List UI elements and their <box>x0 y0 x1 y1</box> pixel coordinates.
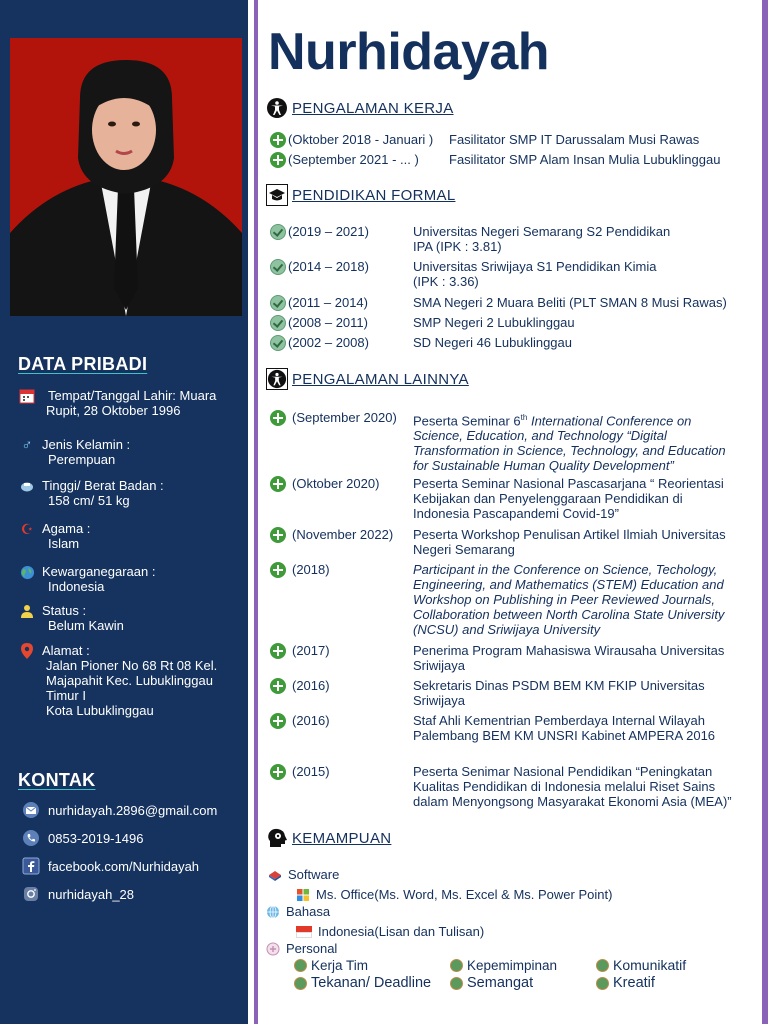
soft-skill <box>450 958 557 973</box>
education-desc-line: IPA (IPK : 3.81) <box>413 239 502 254</box>
other-desc-line: Staf Ahli Kementrian Pemberdaya Internal Wilayah <box>413 713 705 728</box>
check-bullet-icon <box>270 295 286 311</box>
other-desc <box>413 764 732 809</box>
soft-skill-text: Kerja Tim <box>311 958 369 973</box>
windows-logo-icon <box>296 888 310 902</box>
skill-dot-icon <box>294 959 307 972</box>
work-desc: Fasilitator SMP Alam Insan Mulia Lubuklinggau <box>449 152 721 167</box>
globe-icon <box>18 564 36 580</box>
phone-text[interactable]: 0853-2019-1496 <box>48 830 144 846</box>
other-date: (Oktober 2020) <box>292 476 380 491</box>
body-info <box>18 478 240 508</box>
email-text[interactable]: nurhidayah.2896@gmail.com <box>48 802 218 818</box>
education-desc: SMP Negeri 2 Lubuklinggau <box>413 315 575 330</box>
education-desc: SMA Negeri 2 Muara Beliti (PLT SMAN 8 Musi Rawas) <box>413 295 727 310</box>
accessibility-icon <box>266 97 288 119</box>
religion-label: Agama : <box>42 521 91 536</box>
education-date: (2011 – 2014) <box>288 295 368 310</box>
profile-photo <box>10 38 242 316</box>
other-desc <box>413 410 726 473</box>
personal-label: Personal <box>286 941 338 956</box>
other-desc-line: Kebijakan dan Penyelenggaraan Pendidikan di <box>413 491 683 506</box>
plus-bullet-icon <box>270 132 286 148</box>
instagram-contact[interactable] <box>22 885 134 903</box>
female-symbol-icon: ♂ <box>21 436 33 454</box>
education-date: (2008 – 2011) <box>288 315 368 330</box>
plus-bullet-icon <box>270 764 286 780</box>
other-desc-line: dalam Menyongsong Masyarakat Ekonomi Asia (MEA)” <box>413 794 732 809</box>
right-accent-line <box>762 0 768 1024</box>
software-value-text: Ms. Office(Ms. Word, Ms. Excel & Ms. Power Point) <box>316 887 613 902</box>
other-desc <box>413 476 724 521</box>
plus-bullet-icon <box>270 527 286 543</box>
crescent-icon: ☪ <box>20 520 34 537</box>
other-desc <box>413 713 715 743</box>
other-desc <box>413 678 705 708</box>
education-desc: SD Negeri 46 Lubuklinggau <box>413 335 572 350</box>
software-label: Software <box>288 867 340 882</box>
other-desc-line: Palembang BEM KM UNSRI Kabinet AMPERA 2016 <box>413 728 716 743</box>
other-date: (2018) <box>292 562 330 577</box>
address-label: Alamat : <box>42 643 90 658</box>
soft-skill <box>294 975 431 991</box>
other-desc-line: Workshop on Publishing in Peer Reviewed Journals, <box>413 592 716 607</box>
soft-skill-text: Semangat <box>467 975 534 991</box>
status-label: Status : <box>42 603 87 618</box>
other-desc <box>413 527 726 557</box>
language-value-text: Indonesia(Lisan dan Tulisan) <box>318 924 485 939</box>
other-desc-line: Peserta Workshop Penulisan Artikel Ilmiah Universitas <box>413 527 726 542</box>
religion-info <box>18 521 240 551</box>
plus-bullet-icon <box>270 410 286 426</box>
other-desc-line: Penerima Program Mahasiswa Wirausaha Universitas <box>413 643 725 658</box>
soft-skill <box>596 975 655 991</box>
phone-contact[interactable] <box>22 829 143 847</box>
facebook-icon <box>22 857 40 875</box>
body-value: 158 cm/ 51 kg <box>48 493 130 508</box>
other-date: (2016) <box>292 678 330 693</box>
work-date: (September 2021 - ... ) <box>288 152 419 167</box>
other-desc-line: Peserta Senimar Nasional Pendidikan “Peningkatan <box>413 764 713 779</box>
plus-bullet-icon <box>270 713 286 729</box>
gender-info <box>18 437 240 467</box>
other-desc-line: Engineering, and Mathematics (STEM) Education and <box>413 577 724 592</box>
skill-dot-icon <box>294 977 307 990</box>
soft-skill <box>450 975 533 991</box>
portrait-illustration <box>10 38 242 316</box>
other-desc <box>413 562 724 637</box>
sidebar <box>0 0 248 1024</box>
soft-skill-text: Kepemimpinan <box>467 958 558 973</box>
seminar-line: Transformation in Science, Technology, and Education <box>413 443 726 459</box>
skills-section-heading <box>266 826 391 850</box>
other-section-heading <box>266 367 469 391</box>
indonesia-flag-icon <box>296 926 312 938</box>
software-value <box>296 887 612 902</box>
skills-section-title: KEMAMPUAN <box>292 829 392 847</box>
person-icon <box>18 603 36 619</box>
seminar-ordinal: th <box>520 413 528 422</box>
education-section-title: PENDIDIKAN FORMAL <box>292 186 456 204</box>
other-date: (November 2022) <box>292 527 394 542</box>
other-desc-line: Sriwijaya <box>413 658 466 673</box>
other-date: (2015) <box>292 764 330 779</box>
other-desc-line: Sriwijaya <box>413 693 466 708</box>
check-bullet-icon <box>270 335 286 351</box>
language-value <box>296 924 484 939</box>
check-bullet-icon <box>270 259 286 275</box>
education-desc <box>413 224 670 254</box>
religion-value: Islam <box>48 536 80 551</box>
other-desc-line: Participant in the Conference on Science, Techology, <box>413 562 718 577</box>
software-skill <box>268 867 339 882</box>
plus-bullet-icon <box>270 643 286 659</box>
other-desc-line: Negeri Semarang <box>413 542 515 557</box>
scale-icon <box>18 478 36 494</box>
globe-icon <box>266 905 280 919</box>
plus-bullet-icon <box>270 152 286 168</box>
software-icon <box>268 868 282 882</box>
body-label: Tinggi/ Berat Badan : <box>42 478 164 493</box>
other-desc-line: Indonesia Pascapandemi Covid-19” <box>413 506 619 521</box>
education-date: (2014 – 2018) <box>288 259 369 274</box>
kontak-heading: KONTAK <box>18 770 96 790</box>
gender-label: Jenis Kelamin : <box>42 437 131 452</box>
calendar-icon <box>18 388 36 404</box>
facebook-contact[interactable] <box>22 857 199 875</box>
email-contact[interactable] <box>22 801 217 819</box>
check-bullet-icon <box>270 315 286 331</box>
soft-skill <box>294 958 368 973</box>
seminar-title-start: Peserta Seminar 6 <box>413 413 521 429</box>
birth-info <box>18 388 240 418</box>
other-date: (September 2020) <box>292 410 397 425</box>
email-icon <box>22 801 40 819</box>
soft-skill-text: Kreatif <box>613 975 655 991</box>
skill-dot-icon <box>450 959 463 972</box>
other-desc-line: Sekretaris Dinas PSDM BEM KM FKIP Universitas <box>413 678 705 693</box>
address-line-1: Jalan Pioner No 68 Rt 08 Kel. <box>46 658 218 673</box>
other-date: (2016) <box>292 713 330 728</box>
citizenship-label: Kewarganegaraan : <box>42 564 156 579</box>
instagram-text[interactable]: nurhidayah_28 <box>48 886 135 902</box>
address-line-4: Kota Lubuklinggau <box>46 703 154 718</box>
soft-skill-text: Komunikatif <box>613 957 687 973</box>
seminar-title-italic: International Conference on <box>527 413 692 429</box>
education-desc-line: Universitas Sriwijaya S1 Pendidikan Kimia <box>413 259 657 274</box>
address-line-2: Majapahit Kec. Lubuklinggau <box>46 673 213 688</box>
instagram-icon <box>22 885 40 903</box>
sidebar-accent-line <box>254 0 258 1024</box>
birth-value: Rupit, 28 Oktober 1996 <box>46 403 181 418</box>
status-info <box>18 603 240 633</box>
other-date: (2017) <box>292 643 330 658</box>
education-date: (2002 – 2008) <box>288 335 369 350</box>
citizenship-info <box>18 564 240 594</box>
education-section-heading <box>266 183 455 207</box>
person-badge-icon <box>266 368 288 390</box>
puzzle-icon <box>266 942 280 956</box>
address-line-3: Timur I <box>46 688 86 703</box>
head-gears-icon <box>266 827 288 849</box>
seminar-line: for Sustainable Human Quality Development” <box>413 458 674 474</box>
other-desc-line: Collaboration between North Carolina State University <box>413 607 725 622</box>
phone-icon <box>22 829 40 847</box>
soft-skill-text: Tekanan/ Deadline <box>311 975 432 991</box>
work-date: (Oktober 2018 - Januari ) <box>288 132 434 147</box>
work-section-title: PENGALAMAN KERJA <box>292 99 454 117</box>
location-pin-icon <box>18 643 36 659</box>
language-label: Bahasa <box>286 904 331 919</box>
resume-name: Nurhidayah <box>268 23 550 81</box>
other-desc-line: (NCSU) and Sriwijaya University <box>413 622 601 637</box>
plus-bullet-icon <box>270 562 286 578</box>
graduation-cap-icon <box>266 184 288 206</box>
education-desc-line: Universitas Negeri Semarang S2 Pendidikan <box>413 224 671 239</box>
citizenship-value: Indonesia <box>48 579 105 594</box>
gender-value: Perempuan <box>48 452 116 467</box>
seminar-line: Science, Education, and Technology “Digital <box>413 428 667 444</box>
check-bullet-icon <box>270 224 286 240</box>
other-desc-line: Peserta Seminar Nasional Pascasarjana “ Reorientasi <box>413 476 724 491</box>
other-section-title: PENGALAMAN LAINNYA <box>292 370 469 388</box>
work-desc: Fasilitator SMP IT Darussalam Musi Rawas <box>449 132 700 147</box>
personal-skill <box>266 941 337 956</box>
skill-dot-icon <box>596 977 609 990</box>
soft-skill <box>596 957 686 973</box>
birth-label: Tempat/Tanggal Lahir: Muara <box>48 388 217 403</box>
work-section-heading <box>266 96 454 120</box>
status-value: Belum Kawin <box>48 618 124 633</box>
plus-bullet-icon <box>270 476 286 492</box>
education-desc-line: (IPK : 3.36) <box>413 274 479 289</box>
facebook-text[interactable]: facebook.com/Nurhidayah <box>48 858 200 874</box>
skill-dot-icon <box>596 959 609 972</box>
skill-dot-icon <box>450 977 463 990</box>
education-date: (2019 – 2021) <box>288 224 369 239</box>
address-info <box>18 643 240 718</box>
language-skill <box>266 904 330 919</box>
education-desc <box>413 259 657 289</box>
other-desc-line: Kualitas Pendidikan di Indonesia melalui Riset Sains <box>413 779 716 794</box>
plus-bullet-icon <box>270 678 286 694</box>
other-desc <box>413 643 724 673</box>
data-pribadi-heading: DATA PRIBADI <box>18 354 148 374</box>
